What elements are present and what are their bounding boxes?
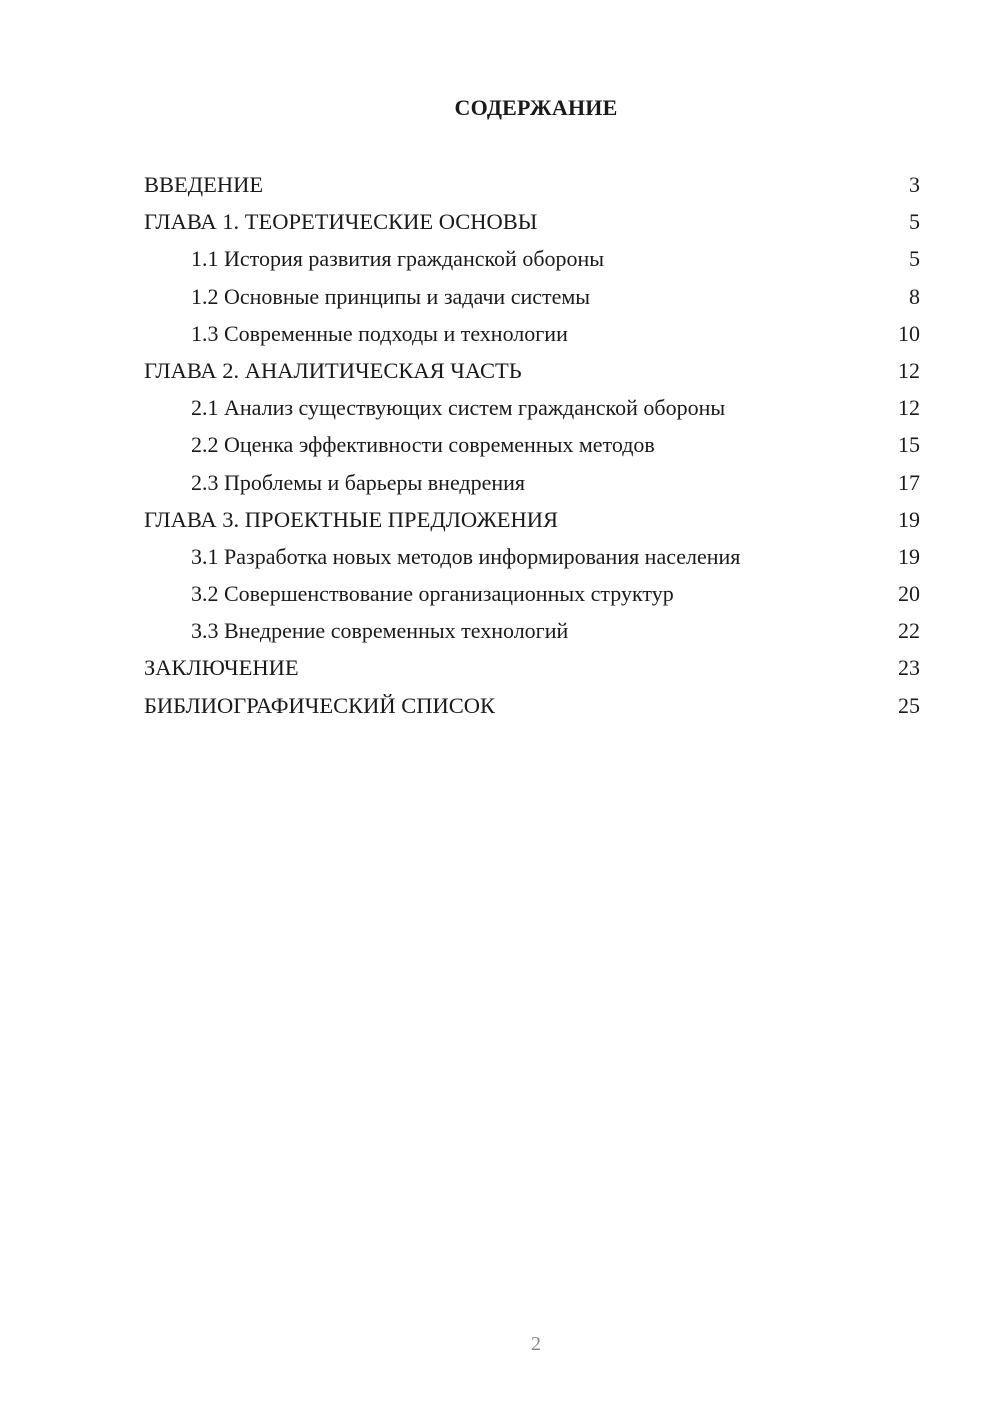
toc-entry-label: 2.2 Оценка эффективности современных методов — [191, 432, 655, 458]
toc-entry-label: 2.3 Проблемы и барьеры внедрения — [191, 469, 526, 495]
toc-entry — [144, 612, 920, 649]
toc-entry-label: ВВЕДЕНИЕ — [144, 172, 264, 197]
toc-entry — [144, 464, 920, 501]
toc-entry-label: 1.3 Современные подходы и технологии — [191, 320, 568, 346]
toc-entry-label: ГЛАВА 1. ТЕОРЕТИЧЕСКИЕ ОСНОВЫ — [144, 209, 538, 235]
toc-entry-label: 1.2 Основные принципы и задачи системы — [191, 283, 591, 309]
toc-entry-label: 3.1 Разработка новых методов информирования населения — [191, 543, 741, 569]
toc-entry — [144, 278, 920, 315]
toc-entry-page: 5 — [909, 246, 920, 272]
table-of-contents — [144, 166, 920, 724]
toc-entry — [144, 315, 920, 352]
toc-entry-page: 8 — [909, 283, 920, 309]
toc-entry — [144, 426, 920, 463]
toc-entry — [144, 203, 920, 240]
toc-entry-label: 2.1 Анализ существующих систем гражданской обороны — [191, 395, 726, 421]
toc-entry-page: 10 — [898, 320, 920, 346]
toc-entry — [144, 166, 920, 203]
toc-entry-label: 3.3 Внедрение современных технологий — [191, 618, 569, 644]
toc-entry-label: БИБЛИОГРАФИЧЕСКИЙ СПИСОК — [144, 692, 496, 718]
toc-entry — [144, 649, 920, 686]
toc-entry — [144, 389, 920, 426]
toc-entry-page: 23 — [898, 655, 920, 681]
toc-entry-label: 3.2 Совершенствование организационных структур — [191, 581, 674, 607]
toc-entry-label: ГЛАВА 3. ПРОЕКТНЫЕ ПРЕДЛОЖЕНИЯ — [144, 506, 559, 532]
toc-entry-page: 19 — [898, 506, 920, 532]
page-number: 2 — [531, 1333, 541, 1355]
toc-entry-page: 15 — [898, 432, 920, 458]
toc-entry-page: 19 — [898, 543, 920, 569]
toc-entry-page: 20 — [898, 581, 920, 607]
toc-entry-page: 3 — [909, 172, 920, 197]
toc-entry-page: 12 — [898, 395, 920, 421]
toc-entry — [144, 538, 920, 575]
toc-entry — [144, 575, 920, 612]
toc-entry-label: ГЛАВА 2. АНАЛИТИЧЕСКАЯ ЧАСТЬ — [144, 357, 522, 383]
toc-entry — [144, 501, 920, 538]
toc-entry — [144, 352, 920, 389]
toc-entry — [144, 240, 920, 277]
toc-entry-label: 1.1 История развития гражданской обороны — [191, 246, 605, 272]
toc-entry-page: 25 — [898, 692, 920, 718]
toc-entry-label: ЗАКЛЮЧЕНИЕ — [144, 655, 299, 681]
toc-entry-page: 22 — [898, 618, 920, 644]
toc-entry — [144, 687, 920, 724]
page-title: СОДЕРЖАНИЕ — [454, 95, 618, 120]
toc-entry-page: 17 — [898, 469, 920, 495]
toc-entry-page: 5 — [909, 209, 920, 235]
toc-entry-page: 12 — [898, 357, 920, 383]
